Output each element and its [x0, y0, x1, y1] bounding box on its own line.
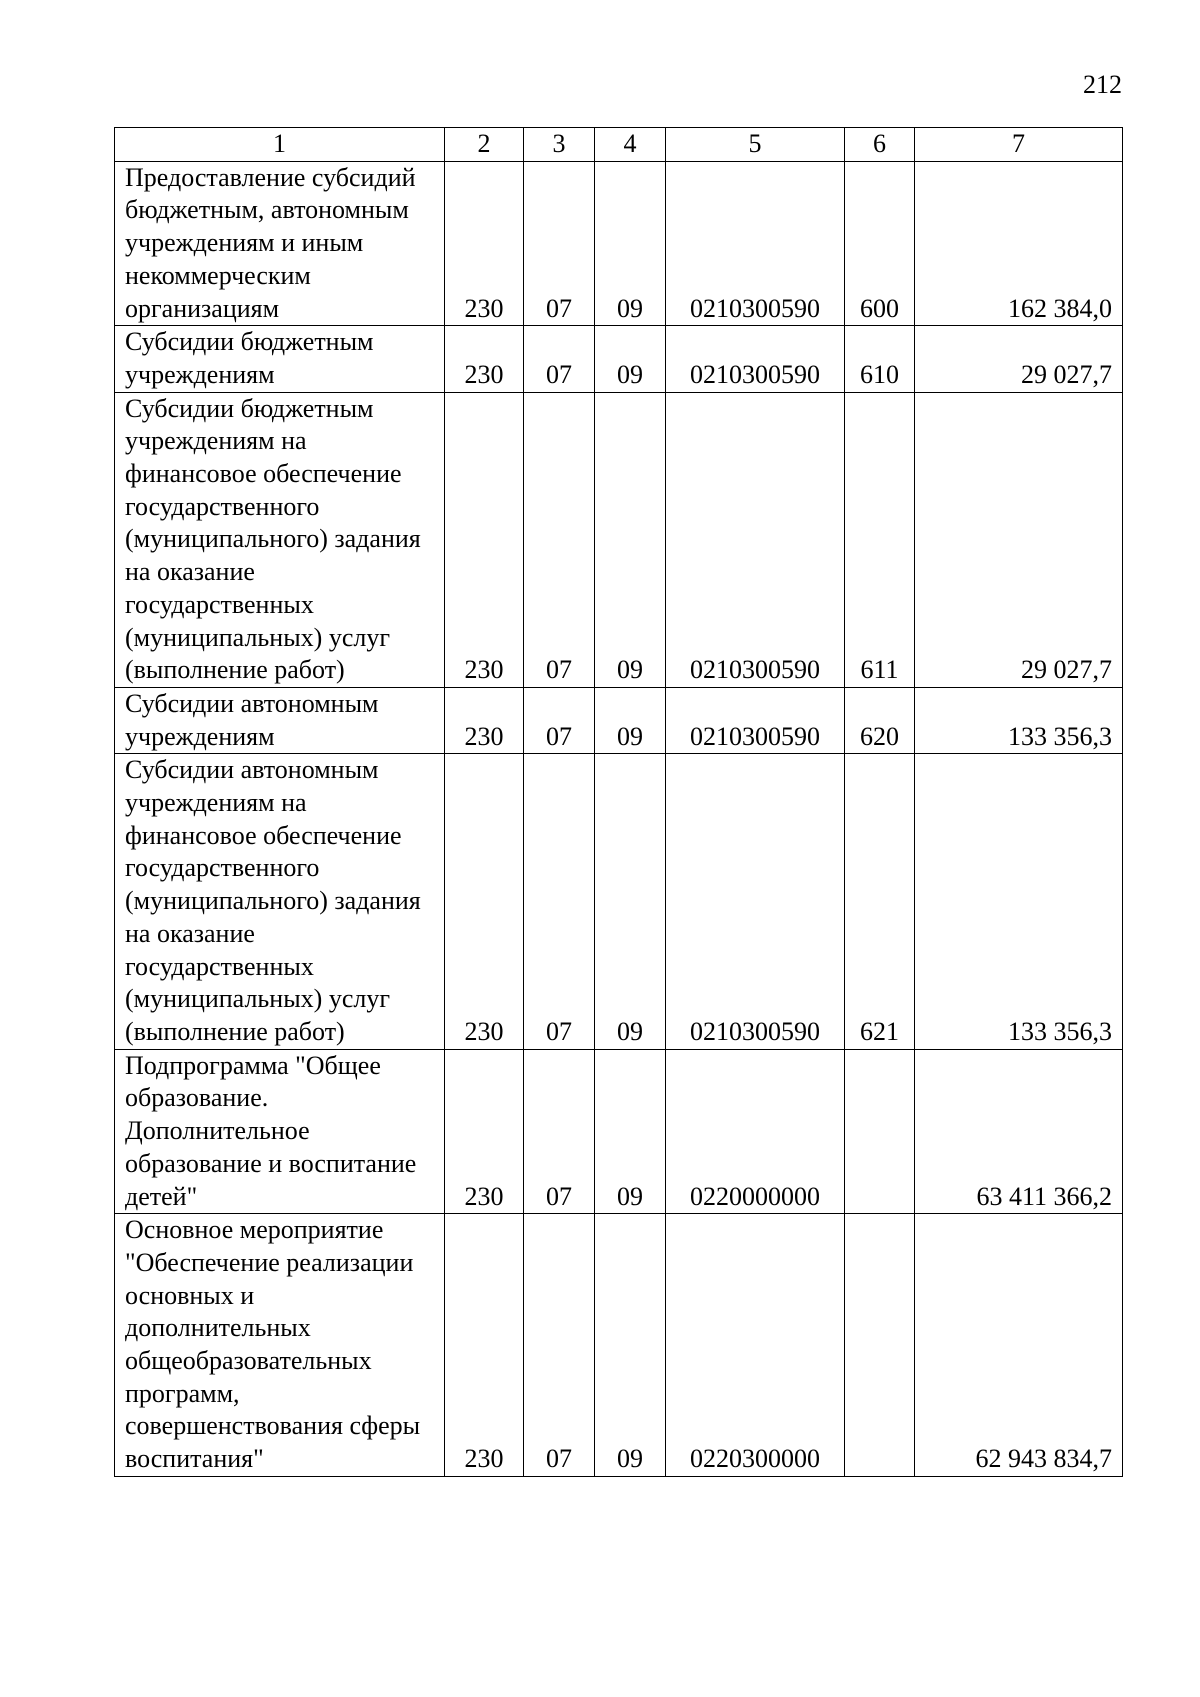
row-section-code: 07 [524, 326, 595, 392]
page-number: 212 [1083, 70, 1122, 99]
row-amount: 162 384,0 [915, 161, 1123, 326]
row-section-code: 07 [524, 754, 595, 1049]
header-cell-1: 1 [115, 128, 445, 162]
table-row [115, 1214, 1123, 1477]
row-ministry-code: 230 [445, 326, 524, 392]
row-name: Предоставление субсидий бюджетным, автономным учреждениям и иным некоммерческим организациям [115, 161, 445, 326]
row-target-code: 0210300590 [666, 161, 845, 326]
row-subsection-code: 09 [595, 326, 666, 392]
row-expense-type: 610 [845, 326, 915, 392]
row-ministry-code: 230 [445, 161, 524, 326]
row-amount: 133 356,3 [915, 687, 1123, 753]
table-row [115, 161, 1123, 326]
header-cell-5: 5 [666, 128, 845, 162]
row-ministry-code: 230 [445, 687, 524, 753]
table-row [115, 687, 1123, 753]
row-ministry-code: 230 [445, 392, 524, 687]
row-subsection-code: 09 [595, 754, 666, 1049]
header-cell-6: 6 [845, 128, 915, 162]
row-name: Субсидии автономным учреждениям на финансовое обеспечение государственного (муниципального) задания на оказание государственных (муниципальных) услуг (выполнение работ) [115, 754, 445, 1049]
row-expense-type [845, 1214, 915, 1477]
row-target-code: 0210300590 [666, 392, 845, 687]
row-subsection-code: 09 [595, 1049, 666, 1214]
row-expense-type: 621 [845, 754, 915, 1049]
header-cell-3: 3 [524, 128, 595, 162]
row-amount: 63 411 366,2 [915, 1049, 1123, 1214]
header-row [115, 128, 1123, 162]
row-amount: 29 027,7 [915, 392, 1123, 687]
row-target-code: 0210300590 [666, 687, 845, 753]
table-row [115, 392, 1123, 687]
header-cell-4: 4 [595, 128, 666, 162]
row-name: Подпрограмма "Общее образование. Дополнительное образование и воспитание детей" [115, 1049, 445, 1214]
row-name: Субсидии бюджетным учреждениям на финансовое обеспечение государственного (муниципального) задания на оказание государственных (муниципальных) услуг (выполнение работ) [115, 392, 445, 687]
row-expense-type: 611 [845, 392, 915, 687]
row-amount: 29 027,7 [915, 326, 1123, 392]
row-subsection-code: 09 [595, 687, 666, 753]
row-name: Основное мероприятие "Обеспечение реализации основных и дополнительных общеобразовательных программ, совершенствования сферы воспитания" [115, 1214, 445, 1477]
row-ministry-code: 230 [445, 1049, 524, 1214]
row-name: Субсидии автономным учреждениям [115, 687, 445, 753]
row-subsection-code: 09 [595, 161, 666, 326]
row-subsection-code: 09 [595, 392, 666, 687]
row-amount: 133 356,3 [915, 754, 1123, 1049]
table-row [115, 1049, 1123, 1214]
row-target-code: 0210300590 [666, 754, 845, 1049]
header-cell-7: 7 [915, 128, 1123, 162]
budget-table [114, 127, 1123, 1477]
row-section-code: 07 [524, 1214, 595, 1477]
row-section-code: 07 [524, 1049, 595, 1214]
row-expense-type: 620 [845, 687, 915, 753]
row-ministry-code: 230 [445, 754, 524, 1049]
row-expense-type [845, 1049, 915, 1214]
row-target-code: 0220300000 [666, 1214, 845, 1477]
header-cell-2: 2 [445, 128, 524, 162]
row-section-code: 07 [524, 392, 595, 687]
table-row [115, 326, 1123, 392]
row-target-code: 0220000000 [666, 1049, 845, 1214]
row-subsection-code: 09 [595, 1214, 666, 1477]
row-name: Субсидии бюджетным учреждениям [115, 326, 445, 392]
table-row [115, 754, 1123, 1049]
row-ministry-code: 230 [445, 1214, 524, 1477]
row-target-code: 0210300590 [666, 326, 845, 392]
row-amount: 62 943 834,7 [915, 1214, 1123, 1477]
row-section-code: 07 [524, 161, 595, 326]
row-section-code: 07 [524, 687, 595, 753]
row-expense-type: 600 [845, 161, 915, 326]
